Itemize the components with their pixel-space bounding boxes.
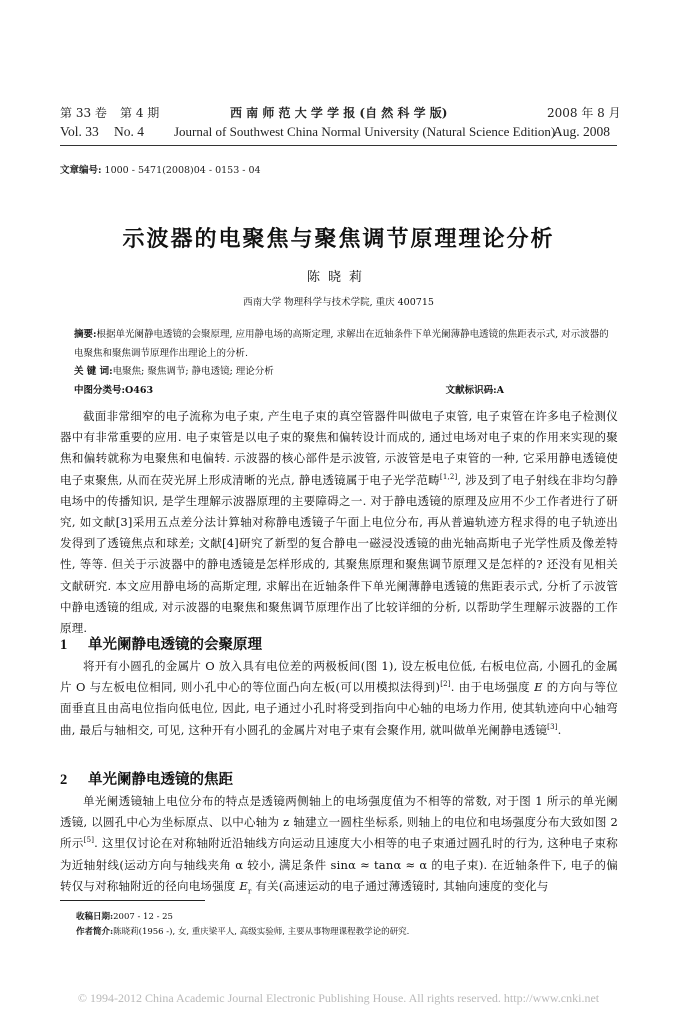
footnote-rule	[60, 900, 205, 901]
received-label: 收稿日期:	[76, 912, 114, 922]
section-2-heading	[60, 768, 233, 789]
author-affiliation: 西南大学 物理科学与技术学院, 重庆 400715	[243, 297, 434, 308]
article-number	[60, 162, 261, 176]
header-volume-en: Vol. 33	[60, 124, 99, 139]
abstract-label: 摘要:	[74, 329, 97, 340]
footnote-author-bio	[76, 925, 409, 937]
intro-text-a: 截面非常细窄的电子流称为电子束, 产生电子束的真空管器件叫做电子束管, 电子束管在许多电子检测仪器中有非常重要的应用. 电子束管是以电子束的聚焦和偏转设计而成的, 通过电场对电子束的作用来实现的聚焦和偏转就称为电聚焦和电偏转. 示波器的核心部件是示波管, 示波管是电子束管的一种, 它采用静电透镜使电子束聚焦, 从而在荧光屏上形成清晰的光点, 静电透镜属于电子光学范畴	[60, 409, 618, 487]
footnote-received	[76, 910, 173, 922]
keywords-text: 电聚焦; 聚焦调节; 静电透镜; 理论分析	[112, 366, 274, 377]
header-issue-en: No. 4	[114, 124, 144, 139]
doc-code-label: 文献标识码:	[445, 384, 497, 396]
section-number: 2	[60, 772, 68, 788]
keywords-label: 关 键 词:	[74, 366, 113, 377]
received-date: 2007 - 12 - 25	[113, 912, 173, 922]
header-volume-cn: 第 33 卷	[60, 106, 107, 120]
symbol-E: E	[534, 680, 543, 695]
citation[interactable]: [1,2]	[439, 472, 458, 481]
section-1-text-b: . 由于电场强度	[450, 680, 535, 695]
clc-value: O463	[125, 384, 154, 396]
doc-code-value: A	[496, 384, 504, 396]
section-2-text-a: 单光阑透镜轴上电位分布的特点是透镜两侧轴上的电场强度值为不相等的常数, 对于图 1 所示的单光阑透镜, 以圆孔中心为坐标原点、以中心轴为 z 轴建立一圆柱坐标系, 则轴上的电位和电场强度分布大致如图 2 所示	[60, 794, 618, 851]
article-number-value: 1000 - 5471(2008)04 - 0153 - 04	[104, 165, 261, 176]
copyright-notice: © 1994-2012 China Academic Journal Electronic Publishing House. All rights reserved. http://www.cnki.net	[77, 991, 600, 1005]
citation[interactable]: [2]	[440, 680, 451, 689]
clc-code	[74, 382, 153, 401]
citation[interactable]: [5]	[83, 836, 95, 845]
bio-text: 陈晓莉(1956 -), 女, 重庆梁平人, 高级实验师, 主要从事物理课程教学论的研究.	[113, 927, 410, 937]
document-code	[446, 382, 504, 401]
section-number: 1	[60, 637, 68, 653]
header-journal-cn: 西 南 师 范 大 学 学 报 (自 然 科 学 版)	[230, 106, 448, 120]
citation[interactable]: [3]	[547, 722, 558, 731]
abstract-block	[74, 326, 614, 400]
abstract	[74, 326, 614, 363]
symbol-Er-subscript: r	[247, 887, 252, 896]
section-2-paragraph	[60, 791, 618, 902]
section-2-text-b: . 这里仅讨论在对称轴附近沿轴线方向运动且速度大小相等的电子束通过圆孔时的行为, 这种电子束称为近轴射线(运动方向与轴线夹角 α 较小, 满足条件 sinα ≈ tanα ≈ α 的电子束). 在近轴条件下, 电子的偏转仅与对称轴附近的径向电场强度	[60, 836, 618, 893]
section-1-paragraph	[60, 656, 618, 741]
article-number-label: 文章编号:	[60, 165, 102, 176]
abstract-text: 根据单光阑静电透镜的会聚原理, 应用静电场的高斯定理, 求解出在近轴条件下单光阑薄静电透镜的焦距表示式, 对示波器的电聚焦和聚焦调节原理作出理论上的分析.	[74, 329, 609, 359]
header-journal-en: Journal of Southwest China Normal University (Natural Science Edition)	[174, 124, 556, 139]
section-title: 单光阑静电透镜的会聚原理	[88, 637, 262, 653]
clc-label: 中图分类号:	[74, 384, 126, 396]
header-date-en: Aug. 2008	[553, 124, 610, 139]
section-1-text-a: 将开有小圆孔的金属片 O 放入具有电位差的两极板间(图 1), 设左板电位低, 右板电位高, 小圆孔的金属片 O 与左板电位相同, 则小孔中心的等位面凸向左板(可以用模拟法得到)	[60, 659, 618, 695]
section-1-heading	[60, 633, 262, 654]
bio-label: 作者简介:	[76, 927, 114, 937]
header-rule	[60, 145, 617, 146]
section-1-text-d: .	[557, 722, 562, 737]
intro-paragraph	[60, 406, 618, 639]
header-date-cn: 2008 年 8 月	[547, 106, 621, 120]
header-issue-cn: 第 4 期	[120, 106, 160, 120]
intro-text-b: , 涉及到了电子射线在非均匀静电场中的传播知识, 是学生理解示波器原理的主要障碍之一. 对于静电透镜的原理及应用不少工作者进行了研究, 如文献[3]采用五点差分法计算轴对称静电透镜子午面上电位分布, 再从普遍轨迹方程求得的电子轨迹出发得到了透镜焦点和球差; 文献[4]研究了新型的复合静电一磁浸没透镜的曲光轴高斯电子光学性质及像差特性, 等等. 但关于示波器中的静电透镜是怎样形成的, 其聚焦原理和聚焦调节原理又是怎样的? 还没有见相关文献研究. 本文应用静电场的高斯定理, 求解出在近轴条件下单光阑薄静电透镜的焦距表示式, 分析了示波管中静电透镜的组成, 对示波器的电聚焦和聚焦调节原理作出了比较详细的分析, 以帮助学生理解示波器的工作原理.	[60, 472, 619, 636]
author-name: 陈晓莉	[306, 270, 370, 285]
keywords	[74, 363, 614, 382]
symbol-Er: E	[239, 878, 248, 893]
classification-row	[74, 382, 504, 401]
paper-title: 示波器的电聚焦与聚焦调节原理理论分析	[122, 227, 555, 252]
section-2-text-c: 有关(高速运动的电子通过薄透镜时, 其轴向速度的变化与	[251, 878, 549, 893]
section-1-text-c: 的方向与等位面垂直且由高电位指向低电位, 因此, 电子通过小孔时将受到指向中心轴的电场力作用, 使其轨迹向中心轴弯曲, 最后与轴相交, 可见, 这种开有小圆孔的金属片对电子束有会聚作用, 就叫做单光阑静电透镜	[60, 680, 618, 737]
section-title: 单光阑静电透镜的焦距	[88, 772, 233, 788]
